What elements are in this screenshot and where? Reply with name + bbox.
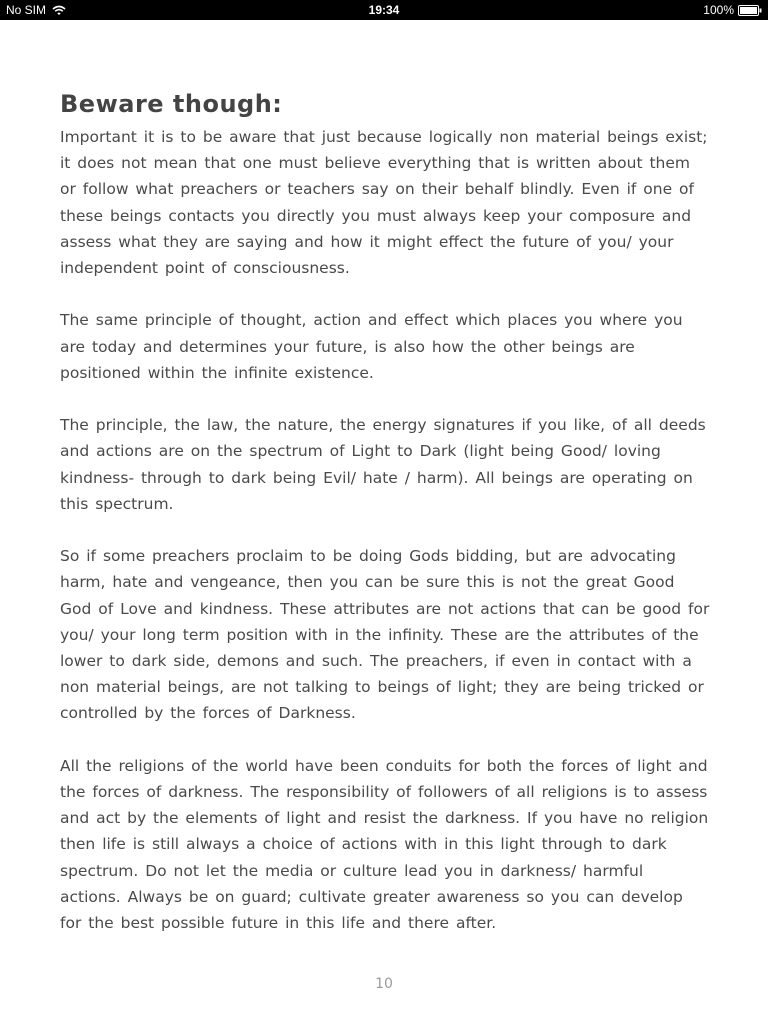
book-page: [60, 88, 710, 962]
paragraph: So if some preachers proclaim to be doing Gods bidding, but are advocating harm, hate and vengeance, then you can be sure this is not the great Good God of Love and kindness. These attributes are not actions that can be good for you/ your long term position with in the infinity. These are the attributes of the lower to dark side, demons and such. The preachers, if even in contact with a non material beings, are not talking to beings of light; they are being tricked or controlled by the forces of Darkness.: [60, 547, 710, 723]
status-bar: [0, 0, 768, 20]
page-number: 10: [375, 976, 393, 992]
battery-percentage: 100%: [703, 3, 734, 17]
battery-icon: [738, 5, 762, 16]
clock: 19:34: [368, 3, 400, 17]
section-heading: Beware though:: [60, 90, 283, 118]
paragraph: The same principle of thought, action and effect which places you where you are today and determines your future, is also how the other beings are positioned within the infinite existence.: [60, 311, 683, 382]
carrier-label: No SIM: [6, 3, 47, 17]
paragraph: Important it is to be aware that just because logically non material beings exist; it does not mean that one must believe everything that is written about them or follow what preachers or teachers say on their behalf blindly. Even if one of these beings contacts you directly you must always keep your composure and assess what they are saying and how it might effect the future of you/ your independent point of consciousness.: [60, 128, 708, 278]
paragraph: All the religions of the world have been conduits for both the forces of light and the forces of darkness. The responsibility of followers of all religions is to assess and act by the elements of light and resist the darkness. If you have no religion then life is still always a choice of actions with in this light through to dark spectrum. Do not let the media or culture lead you in darkness/ harmful actions. Always be on guard; cultivate greater awareness so you can develop for the best possible future in this life and there after.: [60, 756, 709, 933]
status-right: [703, 3, 762, 17]
paragraph: The principle, the law, the nature, the energy signatures if you like, of all deeds and actions are on the spectrum of Light to Dark (light being Good/ loving kindness- through to dark being Evil/ hate / harm). All beings are operating on this spectrum.: [60, 416, 706, 513]
